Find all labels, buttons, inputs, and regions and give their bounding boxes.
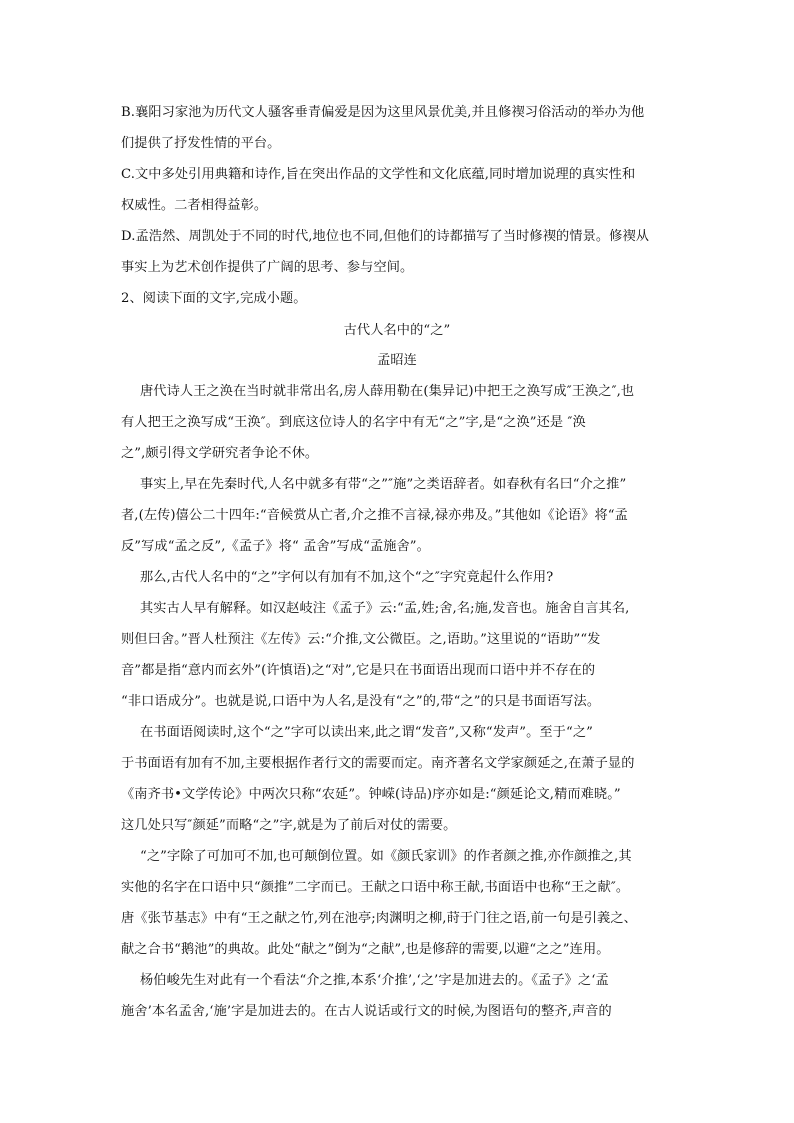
option-d-line-1: D.孟浩然、周凯处于不同的时代,地位也不同,但他们的诗都描写了当时修禊的情景。修禊从: [121, 229, 649, 244]
paragraph-line: 唐代诗人王之涣在当时就非常出名,房人薛用勒在(集异记)中把王之涣写成″王涣之″,也: [140, 384, 635, 399]
article-title: 古代人名中的“之”: [343, 323, 451, 338]
paragraph-line: 则但曰舍。”晋人杜预注《左传》云:“介推,文公微臣。之,语助。”这里说的“语助”“发: [121, 632, 601, 647]
paragraph-line: 有人把王之涣写成“王涣″。到底这位诗人的名字中有无“之”字,是“之涣”还是 ″涣: [121, 415, 586, 430]
article-author: 孟昭连: [377, 353, 417, 368]
paragraph-line: 那么,古代人名中的“之”字何以有加有不加,这个“之″字究竟起什么作用?: [140, 570, 554, 585]
option-b-line-2: 们提供了抒发性情的平台。: [121, 136, 281, 151]
paragraph-line: 反”写成“孟之反”,《孟子》将“ 孟舍”写成“孟施舍”。: [121, 539, 430, 554]
option-c-line-1: C.文中多处引用典籍和诗作,旨在突出作品的文学性和文化底蕴,同时增加说理的真实性和: [121, 167, 636, 182]
paragraph-line: 这几处只写″颜延”而略“之”字,就是为了前后对仗的需要。: [121, 818, 457, 833]
paragraph-line: “之”字除了可加可不加,也可颠倒位置。如《颜氏家训》的作者颜之推,亦作颜推之,其: [140, 849, 632, 864]
paragraph-line: 《南齐书•文学传论》中两次只称“农延”。钟嵘(诗品)序亦如是:“颜延论文,精而难晓。”: [121, 787, 621, 802]
paragraph-line: 实他的名字在口语中只“颜推”二字而已。王献之口语中称王献,书面语中也称“王之献″。: [121, 880, 630, 895]
paragraph-line: 唐《张节基志》中有“王之献之竹,列在池亭;肉渊明之柳,莳于门往之语,前一句是引義之、: [121, 911, 637, 926]
paragraph-line: 之”,颇引得文学研究者争论不休。: [121, 446, 319, 461]
paragraph-line: 者,(左传)僖公二十四年:“音候赏从亡者,介之推不言禄,禄亦弗及。”其他如《论语》将“孟: [121, 508, 628, 523]
paragraph-line: “非口语成分”。也就是说,口语中为人名,是没有“之”的,带“之”的只是书面语写法。: [121, 694, 601, 709]
option-d-line-2: 事实上为艺术创作提供了广阔的思考、参与空间。: [121, 260, 414, 275]
paragraph-line: 献之合书“鹅池”的典故。此处“献之”倒为“之献”,也是修辞的需要,以避“之之”连用。: [121, 942, 610, 957]
paragraph-line: 事实上,早在先秦时代,人名中就多有带“之”″施”之类语辞者。如春秋有名曰“介之推”: [140, 477, 627, 492]
option-c-line-2: 权威性。二者相得益彰。: [121, 198, 268, 213]
paragraph-line: 杨伯峻先生对此有一个看法“介之推,本系‘介推’,‘之’字是加进去的。《孟子》之‘孟: [140, 973, 609, 988]
question-2-prompt: 2、阅读下面的文字,完成小题。: [121, 291, 307, 306]
paragraph-line: 其实古人早有解释。如汉赵岐注《孟子》云:“孟,姓;舍,名;施,发音也。施舍自言其名,: [140, 601, 630, 616]
paragraph-line: 于书面语有加有不加,主要根据作者行文的需要而定。南齐著名文学家颜延之,在萧子显的: [121, 756, 635, 771]
paragraph-line: 音”都是指“意内而玄外”(许慎语)之“对”,它是只在书面语出现而口语中并不存在的: [121, 663, 596, 678]
paragraph-line: 在书面语阅读时,这个“之”字可以读出来,此之谓“发音”,又称“发声”。至于“之”: [140, 725, 593, 740]
option-b-line-1: B.襄阳习家池为历代文人骚客垂青偏爱是因为这里风景优美,并且修禊习俗活动的举办为他: [121, 105, 645, 120]
paragraph-line: 施舍’本名孟舍,‘施’字是加进去的。在古人说话或行文的时候,为图语句的整齐,声音的: [121, 1004, 612, 1019]
